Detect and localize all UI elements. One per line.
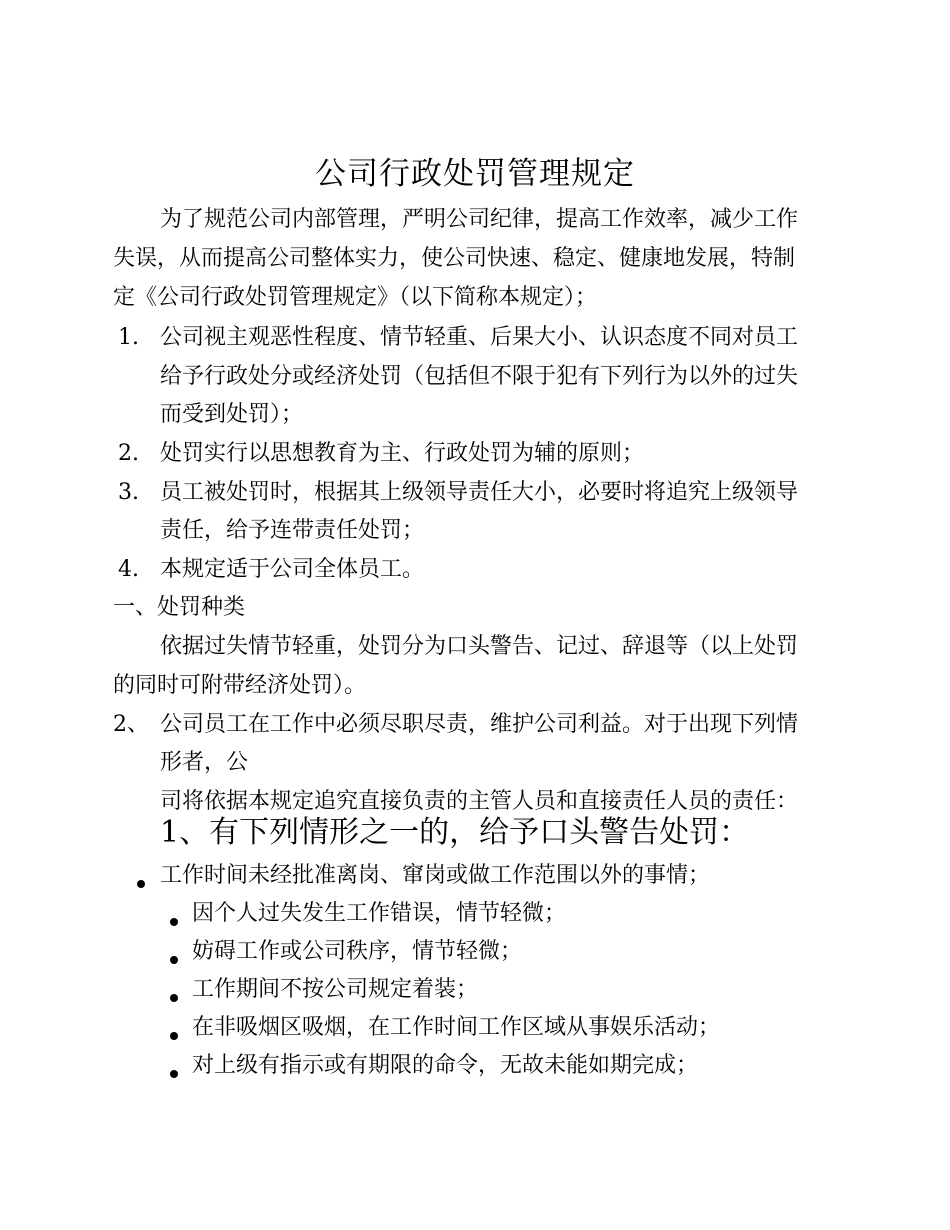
list-item-line: 责任，给予连带责任处罚； <box>160 518 425 543</box>
bullet-icon <box>170 918 178 926</box>
bullet-item: 工作期间不按公司规定着装； <box>192 977 479 1002</box>
bullet-icon <box>137 880 145 888</box>
list-item-line: 本规定适于公司全体员工。 <box>160 557 425 582</box>
bullet-icon <box>170 956 178 964</box>
intro-line: 失误，从而提高公司整体实力，使公司快速、稳定、健康地发展，特制 <box>113 246 796 271</box>
document-title: 公司行政处罚管理规定 <box>315 156 635 192</box>
list-number: 4. <box>118 557 139 582</box>
section-body-line: 的同时可附带经济处罚）。 <box>113 673 367 698</box>
bullet-item: 因个人过失发生工作错误，情节轻微； <box>192 901 567 926</box>
bullet-item: 对上级有指示或有期限的命令，无故未能如期完成； <box>192 1053 699 1078</box>
list-item-line: 公司视主观恶性程度、情节轻重、后果大小、认识态度不同对员工 <box>160 325 799 350</box>
list-number: 3. <box>118 480 139 505</box>
list-item-line: 员工被处罚时，根据其上级领导责任大小，必要时将追究上级领导 <box>160 480 799 505</box>
list-number: 1. <box>118 325 139 350</box>
list-item-line: 而受到处罚）； <box>160 402 304 427</box>
bullet-icon <box>170 994 178 1002</box>
section-body-line: 依据过失情节轻重，处罚分为口头警告、记过、辞退等（以上处罚 <box>160 634 799 659</box>
intro-line: 定《公司行政处罚管理规定》（以下简称本规定）； <box>113 285 598 310</box>
list-item-line: 形者，公 <box>160 750 249 775</box>
list-number: 2. <box>118 441 139 466</box>
intro-line: 为了规范公司内部管理，严明公司纪律，提高工作效率，减少工作 <box>160 207 799 232</box>
bullet-item: 妨碍工作或公司秩序，情节轻微； <box>192 939 523 964</box>
list-item-line: 给予行政处分或经济处罚（包括但不限于犯有下列行为以外的过失 <box>160 364 799 389</box>
bullet-icon <box>170 1032 178 1040</box>
list-item-line: 公司员工在工作中必须尽职尽责，维护公司利益。对于出现下列情 <box>160 712 799 737</box>
list-item-line: 处罚实行以思想教育为主、行政处罚为辅的原则； <box>160 441 645 466</box>
bullet-item: 在非吸烟区吸烟，在工作时间工作区域从事娱乐活动； <box>192 1015 721 1040</box>
section-heading: 一、处罚种类 <box>113 595 246 620</box>
subheading: 1、有下列情形之一的，给予口头警告处罚： <box>160 815 750 850</box>
list-item-line: 司将依据本规定追究直接负责的主管人员和直接责任人员的责任： <box>160 789 799 814</box>
list-number: 2、 <box>113 712 149 737</box>
bullet-item: 工作时间未经批准离岗、窜岗或做工作范围以外的事情； <box>160 863 711 888</box>
bullet-icon <box>170 1070 178 1078</box>
